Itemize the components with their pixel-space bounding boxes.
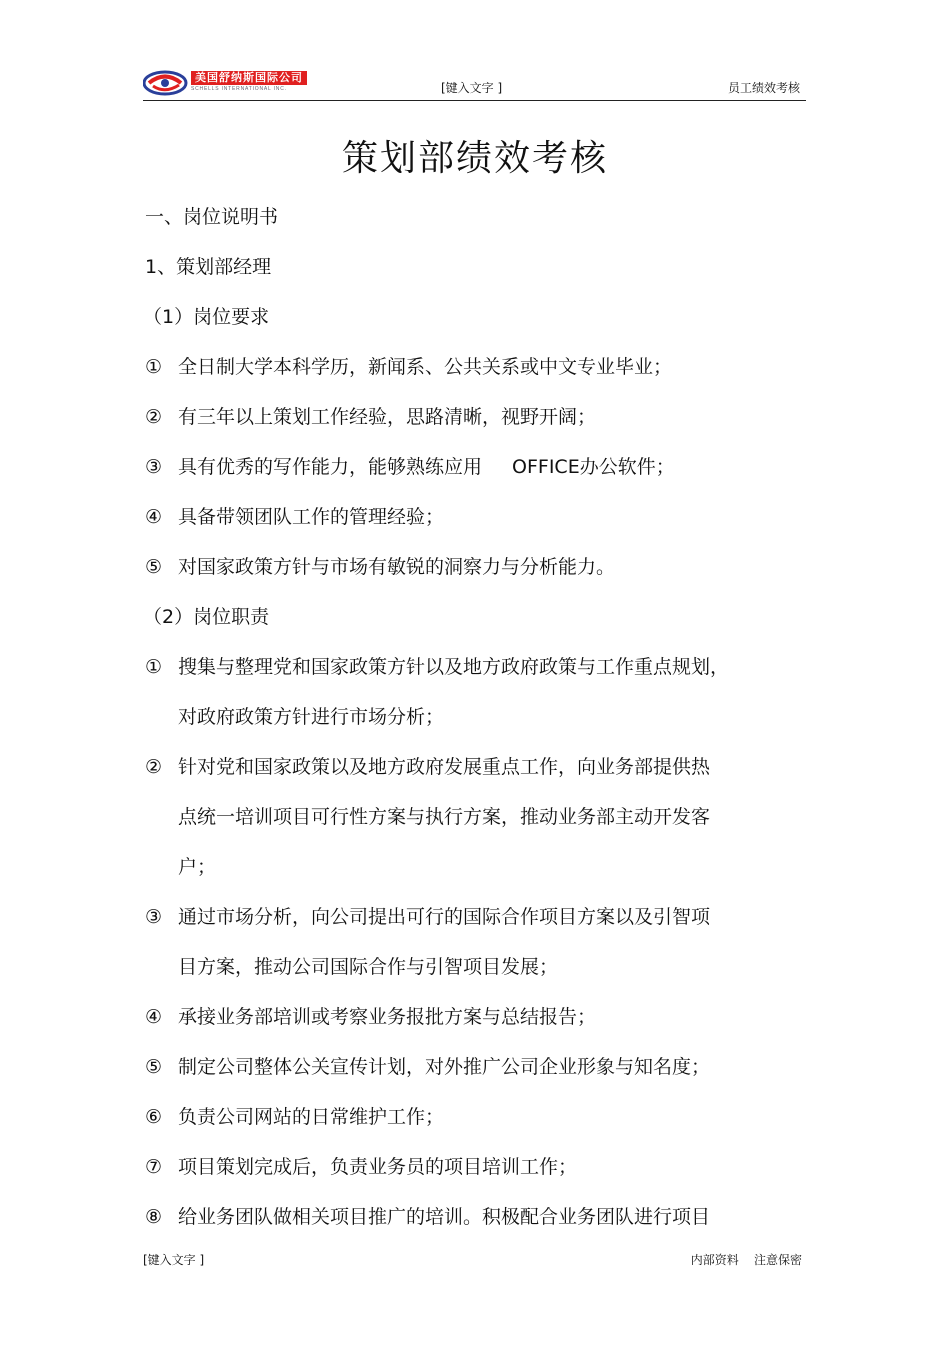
duty-item — [145, 1055, 710, 1079]
item-number: ⑧ — [145, 1206, 163, 1228]
page-header — [143, 66, 806, 101]
duty-item — [145, 655, 729, 679]
item-number: ① — [145, 356, 163, 378]
item-text: 具备带领团队工作的管理经验； — [178, 506, 445, 528]
item-number: ② — [145, 406, 163, 428]
duty-item — [145, 1005, 596, 1029]
item-number: ⑥ — [145, 1106, 163, 1128]
requirement-item — [145, 355, 672, 379]
duty-item-continuation: 点统一培训项目可行性方案与执行方案，推动业务部主动开发客 — [178, 806, 711, 828]
duty-item-continuation: 目方案，推动公司国际合作与引智项目发展； — [178, 956, 559, 978]
logo-subtext: SCHELLS INTERNATIONAL INC. — [191, 86, 287, 92]
duty-item — [145, 905, 710, 929]
duty-item — [145, 755, 710, 779]
duty-item — [145, 1105, 444, 1129]
requirement-item — [145, 455, 675, 479]
item-number: ① — [145, 656, 163, 678]
duty-item-continuation: 户； — [178, 856, 217, 878]
item-number: ② — [145, 756, 163, 778]
item-number: ③ — [145, 456, 163, 478]
duty-item — [145, 1205, 710, 1229]
item-text: 全日制大学本科学历，新闻系、公共关系或中文专业毕业； — [178, 356, 673, 378]
item-number: ③ — [145, 906, 163, 928]
requirement-item — [145, 555, 615, 579]
item-text: 项目策划完成后，负责业务员的项目培训工作； — [178, 1156, 578, 1178]
footer-confidential-label: 内部资料 注意保密 — [690, 1253, 802, 1267]
duty-item — [145, 1155, 577, 1179]
item-number: ④ — [145, 506, 163, 528]
item-text: 通过市场分析，向公司提出可行的国际合作项目方案以及引智项 — [178, 906, 711, 928]
company-logo — [143, 70, 313, 96]
requirement-item — [145, 405, 596, 429]
section-heading: 一、岗位说明书 — [145, 206, 279, 228]
requirements-heading: （1）岗位要求 — [143, 306, 270, 328]
item-text: 针对党和国家政策以及地方政府发展重点工作，向业务部提供热 — [178, 756, 711, 778]
logo-emblem-icon — [143, 70, 189, 96]
page-title: 策划部绩效考核 — [341, 138, 608, 179]
subsection-heading: 1、策划部经理 — [145, 256, 272, 278]
duties-heading: （2）岗位职责 — [143, 606, 270, 628]
item-number: ⑤ — [145, 556, 163, 578]
item-text: 对国家政策方针与市场有敏锐的洞察力与分析能力。 — [178, 556, 616, 578]
logo-text: 美国舒纳斯国际公司 — [191, 71, 307, 85]
duty-item-continuation: 对政府政策方针进行市场分析； — [178, 706, 445, 728]
item-text: 给业务团队做相关项目推广的培训。积极配合业务团队进行项目 — [178, 1206, 711, 1228]
item-text-extra: OFFICE办公软件； — [512, 456, 675, 478]
item-text: 制定公司整体公关宣传计划，对外推广公司企业形象与知名度； — [178, 1056, 711, 1078]
item-number: ④ — [145, 1006, 163, 1028]
item-text: 具有优秀的写作能力，能够熟练应用 — [178, 456, 483, 478]
item-number: ⑦ — [145, 1156, 163, 1178]
header-doc-label: 员工绩效考核 — [727, 81, 800, 95]
item-text: 有三年以上策划工作经验，思路清晰，视野开阔； — [178, 406, 597, 428]
item-text: 承接业务部培训或考察业务报批方案与总结报告； — [178, 1006, 597, 1028]
item-text: 搜集与整理党和国家政策方针以及地方政府政策与工作重点规划， — [178, 656, 730, 678]
header-placeholder-text: [键入文字 ] — [441, 81, 503, 95]
requirement-item — [145, 505, 444, 529]
item-text: 负责公司网站的日常维护工作； — [178, 1106, 445, 1128]
item-number: ⑤ — [145, 1056, 163, 1078]
footer-placeholder-text: [键入文字 ] — [143, 1253, 205, 1267]
